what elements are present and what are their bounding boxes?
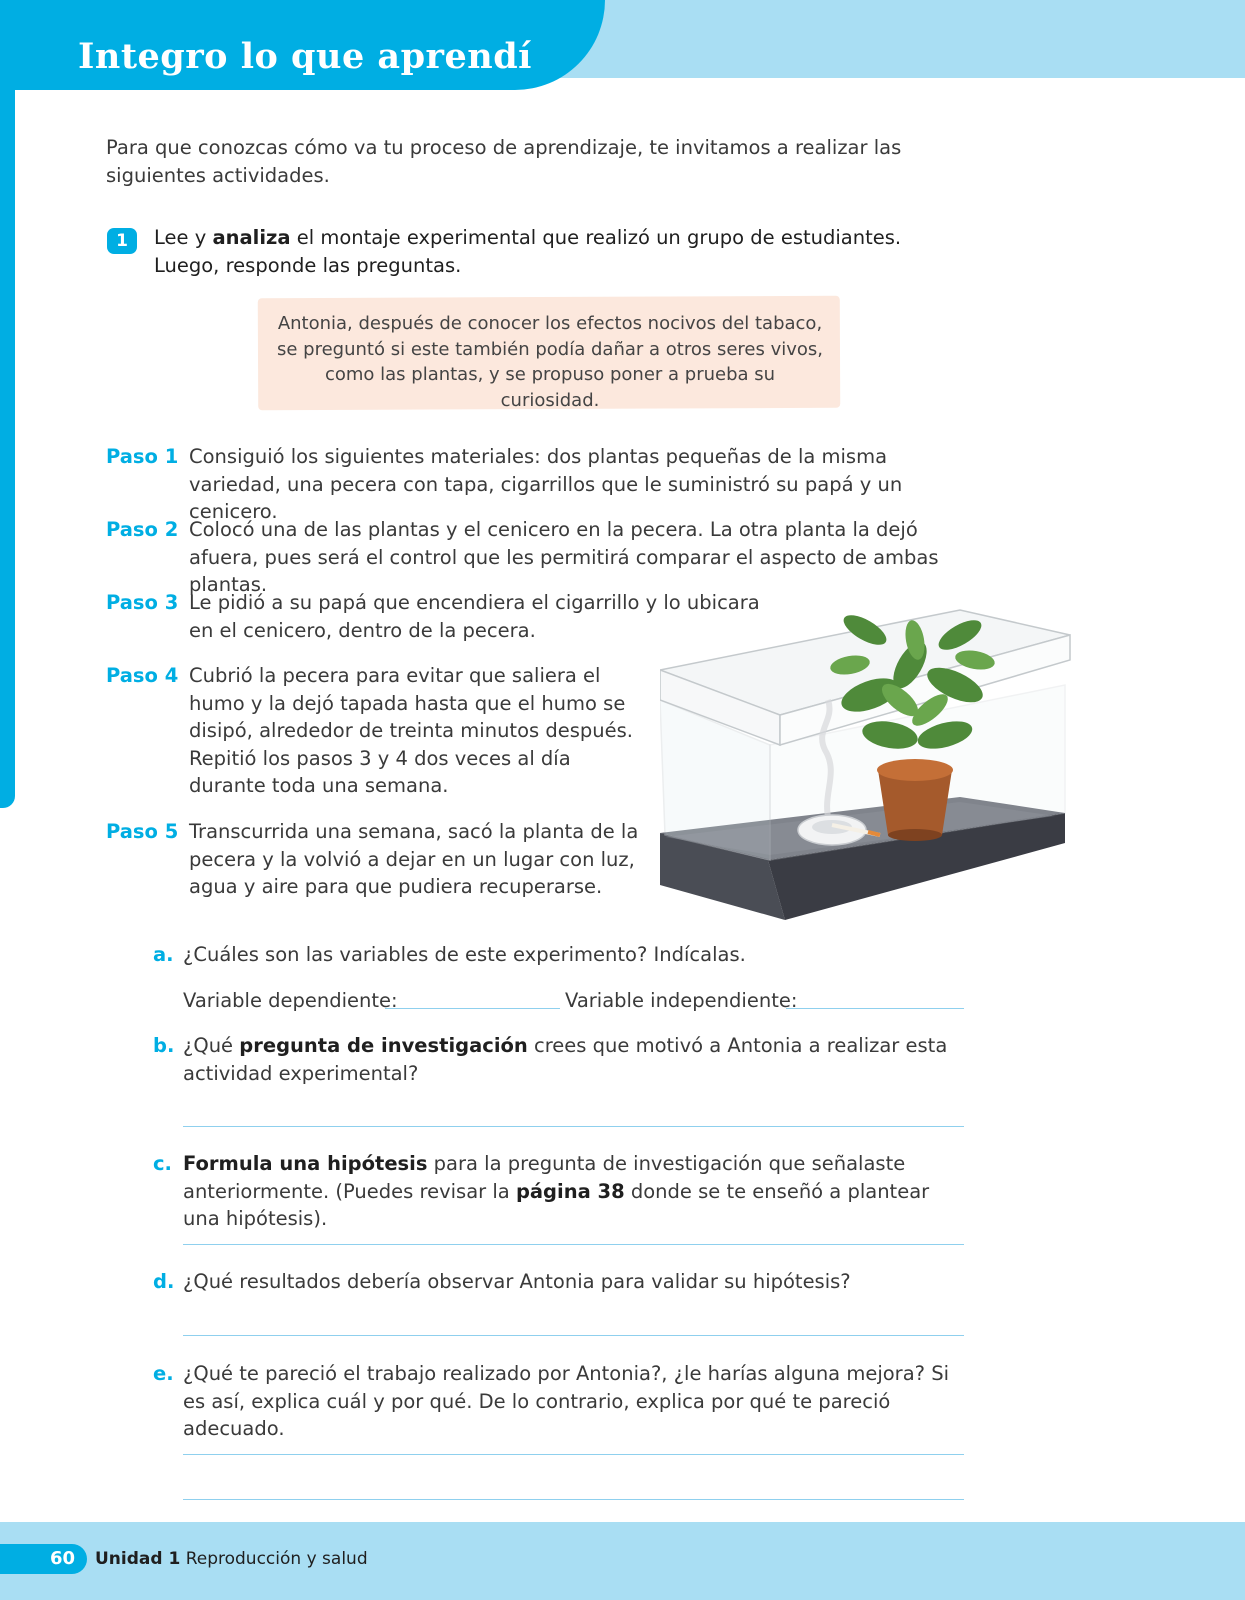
question-a-text: ¿Cuáles son las variables de este experimento? Indícalas. xyxy=(183,943,746,966)
question-e-answer-line-2[interactable] xyxy=(183,1499,964,1500)
page-number: 60 xyxy=(0,1544,87,1574)
step-5-label: Paso 5 xyxy=(106,820,179,843)
independent-variable-label: Variable independiente: xyxy=(565,989,798,1012)
activity-instruction: Lee y analiza el montaje experimental que realizó un grupo de estudiantes. Luego, responde las preguntas. xyxy=(154,226,902,277)
question-c-answer-line[interactable] xyxy=(183,1244,964,1245)
story-text: Antonia, después de conocer los efectos nocivos del tabaco, se preguntó si este también podía dañar a otros seres vivos, como las plantas, y se propuso poner a prueba su curiosidad. xyxy=(277,313,823,411)
question-e-text: ¿Qué te pareció el trabajo realizado por Antonia?, ¿le harías alguna mejora? Si es así, explica cuál y por qué. De lo contrario, explica por qué te pareció adecuado. xyxy=(183,1362,949,1440)
question-a-letter: a. xyxy=(153,943,174,966)
step-2-label: Paso 2 xyxy=(106,518,179,541)
activity-number-badge: 1 xyxy=(107,228,137,254)
step-2-text: Colocó una de las plantas y el cenicero en la pecera. La otra planta la dejó afuera, pues será el control que les permitirá comparar el aspecto de ambas plantas. xyxy=(189,518,939,596)
independent-variable-answer-line[interactable] xyxy=(786,1008,964,1009)
question-c-letter: c. xyxy=(153,1152,172,1175)
analiza-bold: analiza xyxy=(212,226,291,249)
left-accent-bar xyxy=(0,60,15,808)
dependent-variable-answer-line[interactable] xyxy=(385,1008,560,1009)
question-d-answer-line[interactable] xyxy=(183,1335,964,1336)
step-1-text: Consiguió los siguientes materiales: dos plantas pequeñas de la misma variedad, una pecera con tapa, cigarrillos que le suministró su papá y un cenicero. xyxy=(189,445,903,523)
step-3-text: Le pidió a su papá que encendiera el cigarrillo y lo ubicara en el cenicero, dentro de la pecera. xyxy=(189,591,760,642)
experiment-tank-illustration xyxy=(660,585,1090,940)
step-5-text: Transcurrida una semana, sacó la planta de la pecera y la volvió a dejar en un lugar con luz, agua y aire para que pudiera recuperarse. xyxy=(189,820,639,898)
question-d-letter: d. xyxy=(153,1270,175,1293)
intro-text: Para que conozcas cómo va tu proceso de aprendizaje, te invitamos a realizar las siguientes actividades. xyxy=(106,136,902,187)
step-4-label: Paso 4 xyxy=(106,664,179,687)
question-b-letter: b. xyxy=(153,1034,175,1057)
step-3-label: Paso 3 xyxy=(106,591,179,614)
step-4-text: Cubrió la pecera para evitar que saliera el humo y la dejó tapada hasta que el humo se disipó, alrededor de treinta minutos después. Repitió los pasos 3 y 4 dos veces al día durante toda una semana. xyxy=(189,664,633,797)
dependent-variable-label: Variable dependiente: xyxy=(183,989,398,1012)
step-1-label: Paso 1 xyxy=(106,445,179,468)
question-c-text: Formula una hipótesis para la pregunta de investigación que señalaste anteriormente. (Puedes revisar la página 38 donde se te enseñó a plantear una hipótesis). xyxy=(183,1152,930,1230)
question-e-letter: e. xyxy=(153,1362,174,1385)
question-b-text: ¿Qué pregunta de investigación crees que motivó a Antonia a realizar esta actividad experimental? xyxy=(183,1034,948,1085)
page-title: Integro lo que aprendí xyxy=(78,36,532,77)
question-b-answer-line[interactable] xyxy=(183,1126,964,1127)
question-d-text: ¿Qué resultados debería observar Antonia para validar su hipótesis? xyxy=(183,1270,851,1293)
unit-label: Unidad 1 Reproducción y salud xyxy=(95,1549,368,1569)
question-e-answer-line-1[interactable] xyxy=(183,1454,964,1455)
